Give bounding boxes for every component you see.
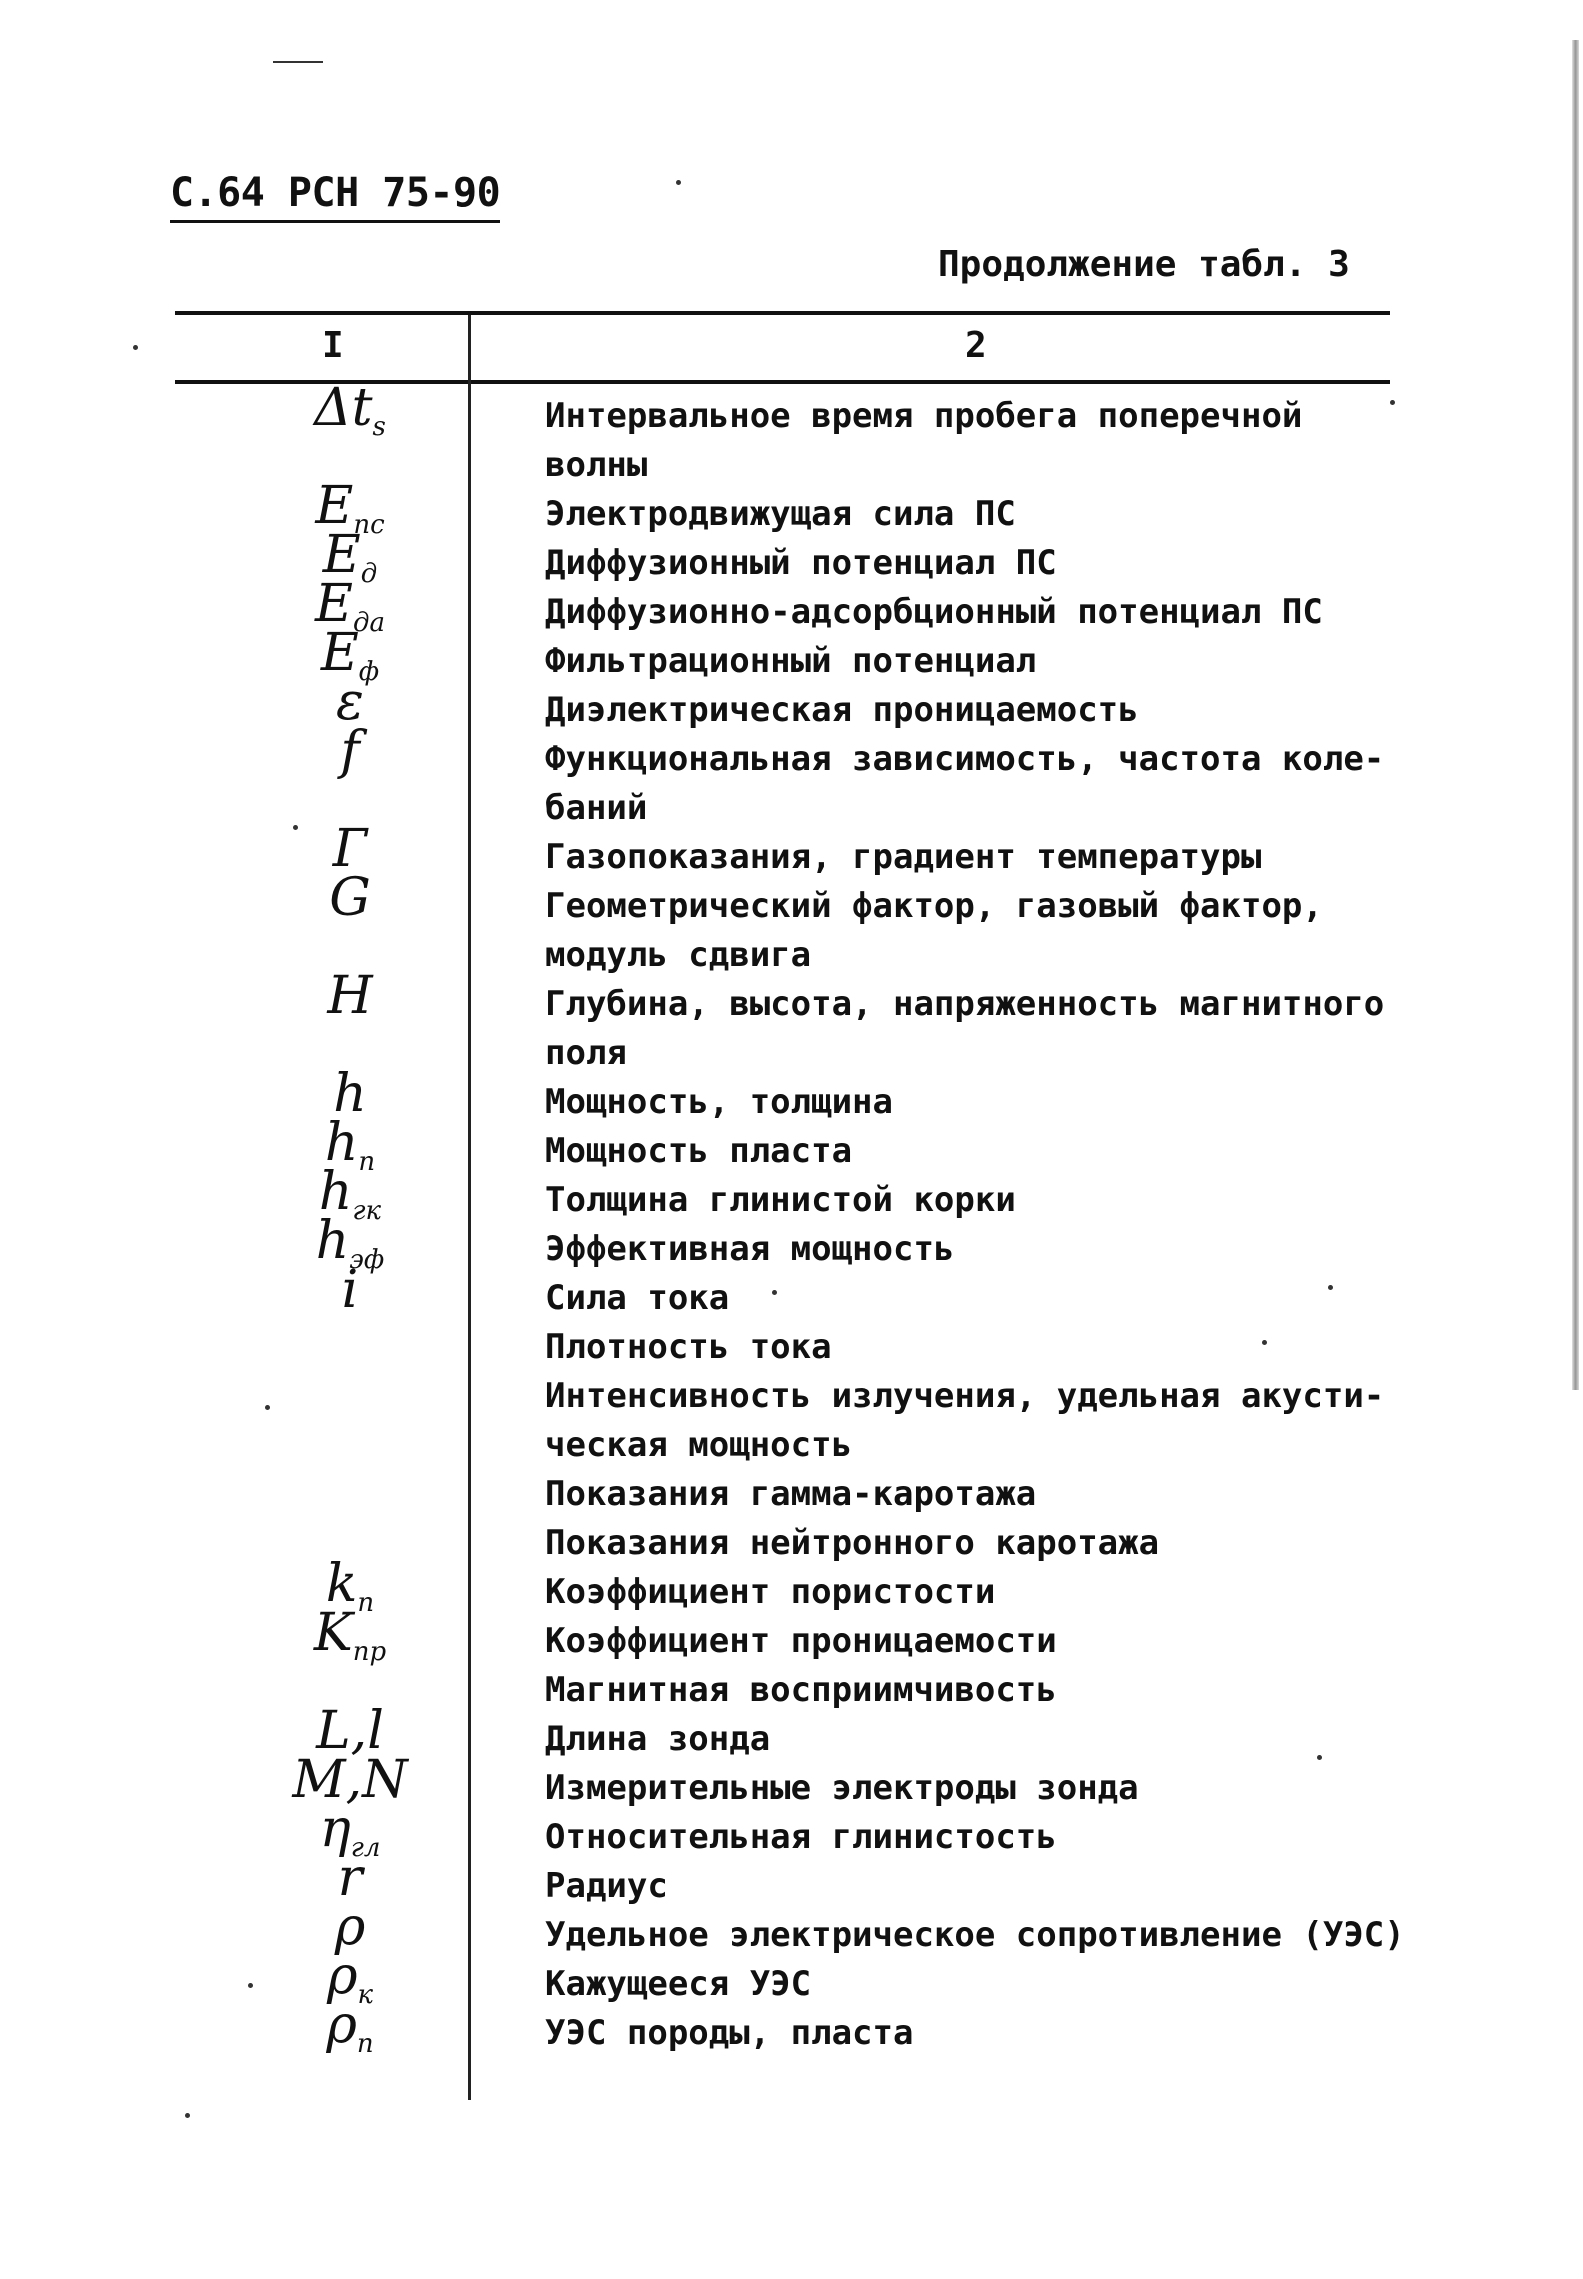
description-line: Сила тока: [545, 1278, 730, 1318]
symbol-main: Г: [332, 819, 368, 879]
page-reference: С.64 РСН 75-90: [170, 170, 500, 223]
symbol-subscript: пс: [353, 510, 385, 540]
description-cell: [545, 1078, 1405, 1127]
description-line: Удельное электрическое сопротивление (УЭС): [545, 1915, 1405, 1955]
symbol-subscript: гк: [352, 1196, 382, 1226]
symbol-main: E: [315, 476, 354, 536]
symbol-subscript: гл: [350, 1833, 381, 1863]
symbol-main: H: [327, 966, 373, 1026]
description-cell: [545, 1519, 1405, 1568]
description-line: волны: [545, 445, 648, 485]
description-cell: [545, 1960, 1405, 2009]
symbol-main: L,l: [316, 1701, 384, 1761]
symbol-main: E: [322, 525, 361, 585]
scan-speck: [265, 1405, 270, 1410]
symbol-cell: [200, 721, 500, 783]
column-header-2: 2: [965, 325, 987, 366]
symbol-cell: [200, 378, 500, 442]
description-line: Диффузионно-адсорбционный потенциал ПС: [545, 592, 1323, 632]
description-line: поля: [545, 1033, 627, 1073]
symbol-subscript: s: [372, 412, 386, 442]
symbol-main: ρ: [334, 1897, 366, 1957]
description-cell: [545, 1666, 1405, 1715]
description-cell: [545, 1911, 1405, 1960]
description-line: Показания нейтронного каротажа: [545, 1523, 1160, 1563]
scan-speck: [248, 1983, 253, 1988]
symbol-main: h: [333, 1064, 367, 1124]
symbol-main: ρ: [326, 1946, 358, 2006]
description-cell: [545, 833, 1405, 882]
description-line: Мощность пласта: [545, 1131, 853, 1171]
scan-artifact-line: [273, 61, 323, 63]
description-cell: [545, 588, 1405, 637]
symbol-main: k: [325, 1554, 358, 1614]
symbol-main: η: [319, 1799, 351, 1859]
description-cell: [545, 1176, 1405, 1225]
symbol-main: E: [320, 623, 359, 683]
symbol-main: h: [324, 1113, 359, 1173]
description-cell: [545, 1862, 1405, 1911]
scan-speck: [676, 180, 681, 185]
symbol-subscript: п: [358, 1147, 376, 1177]
symbol-main: Δt: [314, 378, 373, 438]
description-line: Диэлектрическая проницаемость: [545, 690, 1139, 730]
description-cell: [545, 882, 1405, 980]
table-continuation-title: Продолжение табл. 3: [938, 244, 1350, 285]
symbol-subscript: д: [360, 559, 378, 589]
description-cell: [545, 1323, 1405, 1372]
description-cell: [545, 1764, 1405, 1813]
symbol-main: h: [318, 1162, 353, 1222]
description-line: Электродвижущая сила ПС: [545, 494, 1016, 534]
description-line: Фильтрационный потенциал: [545, 641, 1037, 681]
table-top-rule: [175, 311, 1390, 315]
symbol-main: f: [340, 721, 360, 781]
description-cell: [545, 1274, 1405, 1323]
description-cell: [545, 686, 1405, 735]
symbol-subscript: эф: [349, 1245, 385, 1275]
description-line: Эффективная мощность: [545, 1229, 955, 1269]
scan-speck: [185, 2113, 190, 2118]
scan-speck: [772, 1290, 777, 1295]
symbol-cell: [200, 1995, 500, 2059]
description-line: Геометрический фактор, газовый фактор,: [545, 886, 1323, 926]
description-cell: [545, 637, 1405, 686]
description-cell: [545, 980, 1405, 1078]
scan-edge-shadow: [1572, 40, 1579, 1390]
description-line: Мощность, толщина: [545, 1082, 893, 1122]
description-line: Функциональная зависимость, частота коле-: [545, 739, 1385, 779]
scan-speck: [1328, 1285, 1333, 1290]
symbol-subscript: к: [357, 1980, 374, 2010]
description-line: ческая мощность: [545, 1425, 853, 1465]
description-line: Интенсивность излучения, удельная акусти-: [545, 1376, 1385, 1416]
description-line: Магнитная восприимчивость: [545, 1670, 1057, 1710]
column-header-1: I: [322, 325, 344, 366]
description-cell: [545, 1470, 1405, 1519]
description-cell: [545, 490, 1405, 539]
description-cell: [545, 1813, 1405, 1862]
symbol-subscript: да: [352, 608, 385, 638]
description-line: Длина зонда: [545, 1719, 771, 1759]
description-cell: [545, 1617, 1405, 1666]
description-line: Толщина глинистой корки: [545, 1180, 1016, 1220]
scan-speck: [1317, 1755, 1322, 1760]
description-line: Диффузионный потенциал ПС: [545, 543, 1057, 583]
symbol-subscript: пр: [352, 1637, 387, 1667]
description-line: Плотность тока: [545, 1327, 832, 1367]
symbol-main: i: [341, 1260, 359, 1320]
scan-speck: [1262, 1340, 1267, 1345]
description-line: Коэффициент проницаемости: [545, 1621, 1057, 1661]
description-line: модуль сдвига: [545, 935, 812, 975]
description-cell: [545, 539, 1405, 588]
description-cell: [545, 2009, 1405, 2058]
scan-speck: [1390, 400, 1395, 405]
description-line: Кажущееся УЭС: [545, 1964, 812, 2004]
symbol-cell: [200, 966, 500, 1028]
symbol-main: ε: [336, 672, 364, 732]
symbol-main: ρ: [326, 1995, 357, 2055]
description-line: Показания гамма-каротажа: [545, 1474, 1037, 1514]
description-cell: [545, 1715, 1405, 1764]
symbol-main: K: [313, 1603, 353, 1663]
scan-speck: [133, 345, 138, 350]
description-line: Коэффициент пористости: [545, 1572, 996, 1612]
description-line: Глубина, высота, напряженность магнитного: [545, 984, 1385, 1024]
description-line: Относительная глинистость: [545, 1817, 1057, 1857]
symbol-subscript: п: [357, 1588, 375, 1618]
description-line: Радиус: [545, 1866, 668, 1906]
symbol-main: r: [337, 1848, 363, 1908]
symbol-main: E: [315, 574, 353, 634]
description-line: Измерительные электроды зонда: [545, 1768, 1139, 1808]
description-cell: [545, 392, 1405, 490]
scan-speck: [293, 825, 298, 830]
description-cell: [545, 735, 1405, 833]
description-cell: [545, 1372, 1405, 1470]
description-line: УЭС породы, пласта: [545, 2013, 914, 2053]
symbol-subscript: ф: [358, 657, 380, 687]
description-line: Интервальное время пробега поперечной: [545, 396, 1303, 436]
symbol-main: G: [329, 868, 371, 928]
symbol-main: h: [315, 1211, 350, 1271]
symbol-cell: [200, 1603, 500, 1667]
symbol-subscript: п: [356, 2029, 374, 2059]
description-cell: [545, 1568, 1405, 1617]
description-line: Газопоказания, градиент температуры: [545, 837, 1262, 877]
description-cell: [545, 1225, 1405, 1274]
description-line: баний: [545, 788, 648, 828]
symbol-main: M,N: [292, 1750, 408, 1810]
symbol-cell: [200, 868, 500, 930]
description-cell: [545, 1127, 1405, 1176]
